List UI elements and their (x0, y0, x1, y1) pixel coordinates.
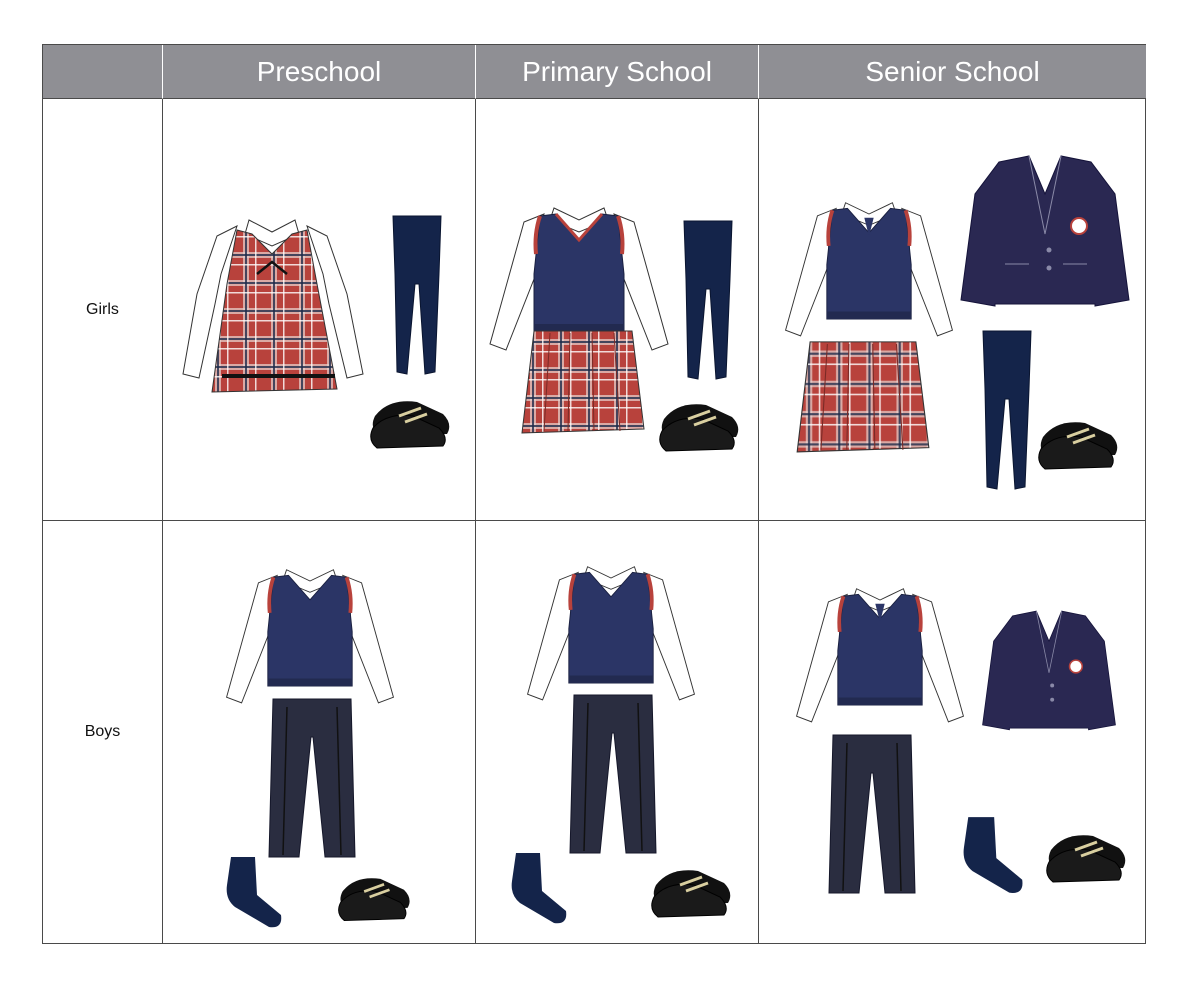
vest-shirt-image (215, 566, 405, 716)
trousers-image (827, 731, 917, 897)
shoes-image (1037, 415, 1121, 471)
trousers-image (267, 697, 357, 859)
shoes-image (369, 394, 453, 450)
pinafore-dress-image (177, 214, 367, 404)
girls-senior-cell (759, 99, 1146, 521)
boys-senior-cell (759, 521, 1146, 943)
girls-preschool-cell (163, 99, 476, 521)
tights-image (682, 219, 734, 381)
boys-primary-cell (476, 521, 759, 943)
blazer-image (981, 597, 1117, 747)
shoes-image (658, 397, 742, 453)
row-label-boys: Boys (43, 521, 163, 943)
shoes-image (1045, 827, 1129, 885)
vest-shirt-image (779, 199, 959, 349)
vest-shirt-image (516, 563, 706, 713)
vest-shirt-image (787, 585, 973, 735)
boys-preschool-cell (163, 521, 476, 943)
uniform-table (42, 44, 1146, 944)
plaid-skirt-image (795, 337, 931, 459)
column-header-senior-school: Senior School (759, 45, 1146, 99)
trousers-image (568, 693, 658, 855)
shoes-image (337, 871, 413, 923)
tights-image (391, 214, 443, 376)
sock-image (957, 815, 1027, 897)
blazer-image (959, 154, 1131, 312)
tights-image (981, 329, 1033, 491)
shoes-image (650, 863, 734, 919)
girls-primary-cell (476, 99, 759, 521)
header-corner-cell (43, 45, 163, 99)
column-header-preschool: Preschool (163, 45, 476, 99)
sock-image (221, 855, 285, 931)
row-label-girls: Girls (43, 99, 163, 521)
plaid-skirt-image (520, 329, 646, 437)
sock-image (506, 851, 570, 927)
column-header-primary-school: Primary School (476, 45, 759, 99)
